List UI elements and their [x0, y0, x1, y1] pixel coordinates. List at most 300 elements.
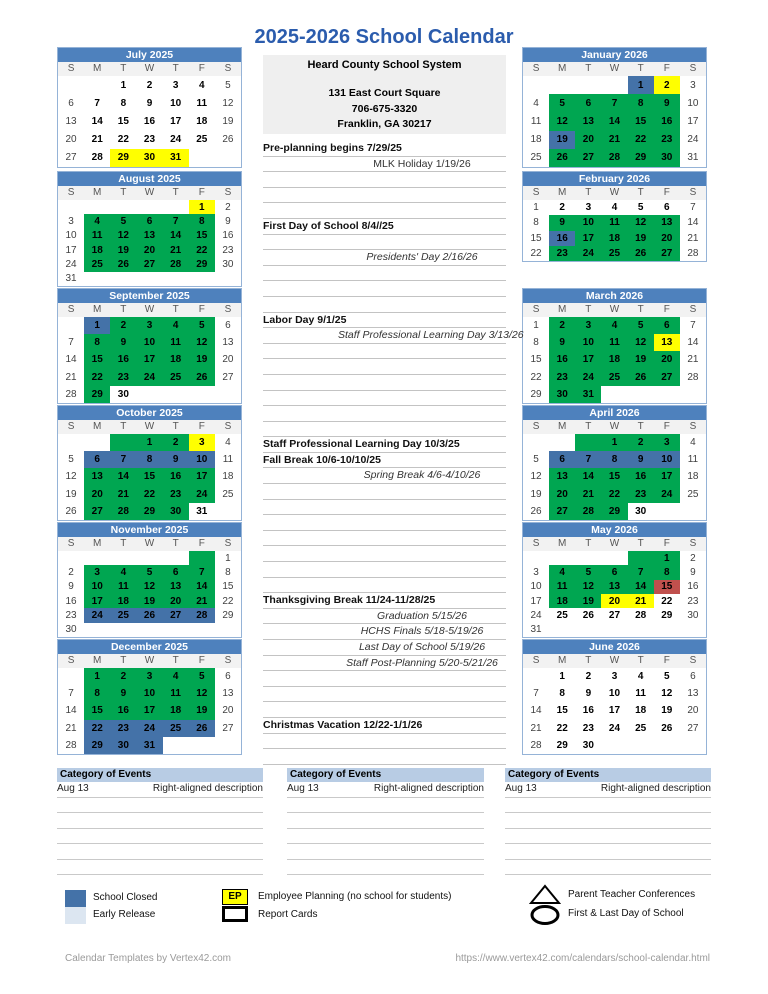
day-cell: 27: [163, 608, 189, 622]
day-cell: 28: [91, 152, 103, 164]
day-cell: [601, 76, 627, 94]
day-cell: 4: [110, 565, 136, 579]
day-cell: 28: [530, 739, 542, 751]
month-october-2025: [57, 405, 242, 521]
day-cell: 13: [601, 580, 627, 594]
week-row: [58, 229, 241, 243]
day-cell: [58, 200, 84, 214]
day-cell: 10: [654, 451, 680, 468]
day-cell: 20: [84, 486, 110, 503]
week-row: [58, 668, 241, 685]
day-cell: 4: [601, 317, 627, 334]
month-column-right: [522, 0, 707, 770]
day-cell: 4: [84, 214, 110, 228]
day-cell: 9: [585, 688, 592, 700]
day-cell: 20: [654, 231, 680, 246]
day-cell: 21: [601, 131, 627, 149]
legend-employee-planning-label: Employee Planning (no school for students): [258, 891, 452, 902]
day-cell: 9: [68, 581, 74, 593]
day-cell: 11: [222, 454, 234, 466]
footer-url-link[interactable]: https://www.vertex42.com/calendars/school-calendar.html: [455, 953, 710, 964]
day-cell: 2: [225, 201, 231, 213]
day-cell: 8: [628, 94, 654, 112]
day-cell: 5: [628, 317, 654, 334]
day-cell: 3: [189, 434, 215, 451]
day-cell: 6: [654, 317, 680, 334]
day-name: T: [637, 187, 644, 198]
day-cell: 20: [163, 594, 189, 608]
day-cell: 13: [575, 112, 601, 130]
day-cell: 10: [530, 581, 542, 593]
day-cell: 19: [530, 488, 542, 500]
day-cell: [189, 737, 215, 754]
day-cell: 26: [661, 722, 673, 734]
week-row: [58, 334, 241, 351]
day-cell: 30: [635, 505, 647, 517]
day-cell: 20: [687, 705, 699, 717]
week-row: [523, 369, 706, 386]
day-cell: 17: [84, 594, 110, 608]
day-cell: [84, 272, 110, 286]
day-cell: 16: [654, 112, 680, 130]
day-cell: 23: [582, 722, 594, 734]
day-cell: 29: [84, 386, 110, 403]
school-name: Heard County School System: [307, 59, 462, 71]
day-cell: 20: [601, 594, 627, 608]
day-cell: 13: [654, 334, 680, 351]
week-row: [523, 386, 706, 403]
day-name: W: [609, 304, 620, 315]
footer-credit: Calendar Templates by Vertex42.com: [65, 953, 232, 964]
day-cell: 22: [136, 486, 162, 503]
day-cell: 2: [559, 202, 565, 214]
day-cell: 26: [628, 246, 654, 261]
day-cell: 15: [530, 354, 542, 366]
day-cell: 11: [530, 115, 542, 127]
day-cell: 9: [110, 685, 136, 702]
day-cell: 24: [575, 246, 601, 261]
day-cell: 27: [654, 369, 680, 386]
day-cell: 28: [687, 247, 699, 259]
day-cell: 19: [628, 351, 654, 368]
day-cell: 18: [110, 594, 136, 608]
day-cell: 5: [637, 202, 644, 214]
category-blank-row: [57, 798, 263, 814]
day-cell: 5: [189, 317, 215, 334]
day-cell: [575, 551, 601, 565]
event-row-blank: [263, 484, 506, 500]
legend-parent-teacher-label: Parent Teacher Conferences: [568, 889, 696, 900]
day-name: S: [67, 538, 75, 549]
day-cell: 20: [222, 354, 234, 366]
event-row-blank: [263, 297, 506, 313]
day-name: T: [637, 655, 644, 666]
day-cell: 23: [654, 131, 680, 149]
day-cell: 8: [533, 337, 539, 349]
day-name: T: [172, 421, 179, 432]
day-cell: [58, 317, 84, 334]
day-cell: 25: [601, 369, 627, 386]
day-cell: [189, 386, 215, 403]
day-cell: 30: [65, 624, 77, 636]
day-name: M: [558, 304, 567, 315]
day-name: W: [144, 421, 155, 432]
month-title: April 2026: [523, 406, 706, 420]
event-row-blank: [263, 235, 506, 251]
day-name: F: [198, 304, 205, 315]
category-date: Aug 13: [57, 783, 89, 794]
event-row: Labor Day 9/1/25: [263, 313, 506, 329]
day-cell: 10: [608, 688, 621, 700]
day-cell: 24: [170, 134, 182, 146]
day-name: M: [93, 421, 102, 432]
event-row: First Day of School 8/4//25: [263, 219, 506, 235]
day-cell: 25: [84, 257, 110, 271]
day-cell: 16: [549, 231, 575, 246]
day-cell: 10: [170, 97, 182, 109]
day-cell: 18: [601, 351, 627, 368]
day-name: W: [609, 421, 620, 432]
day-name: M: [558, 187, 567, 198]
day-cell: 9: [225, 215, 231, 227]
day-cell: 20: [549, 486, 575, 503]
week-row: [523, 149, 706, 167]
day-name: S: [532, 187, 540, 198]
week-row: [523, 623, 706, 637]
day-cell: 7: [533, 688, 539, 700]
day-cell: 2: [110, 317, 136, 334]
event-row-blank: [263, 391, 506, 407]
day-name: S: [67, 304, 75, 315]
day-name: T: [585, 421, 592, 432]
day-cell: [549, 551, 575, 565]
day-cell: 15: [601, 468, 627, 485]
day-cell: [163, 551, 189, 565]
day-cell: 12: [222, 97, 234, 109]
events-list: [263, 141, 524, 765]
day-cell: 11: [163, 685, 189, 702]
day-cell: 4: [163, 317, 189, 334]
event-row-blank: [263, 562, 506, 578]
event-row: Staff Professional Learning Day 3/13/26: [263, 328, 506, 344]
category-blank-row: [287, 813, 484, 829]
day-cell: 7: [94, 97, 100, 109]
day-cell: 12: [136, 580, 162, 594]
day-cell: 6: [549, 451, 575, 468]
day-name-row: [58, 537, 241, 551]
day-cell: 4: [690, 437, 696, 449]
event-row-blank: [263, 702, 506, 718]
day-cell: 3: [611, 671, 618, 683]
day-cell: 17: [65, 244, 77, 256]
day-cell: 29: [222, 609, 234, 621]
day-cell: [654, 623, 680, 637]
day-name: T: [585, 655, 592, 666]
week-row: [523, 231, 706, 246]
day-cell: [58, 434, 84, 451]
day-cell: [84, 434, 110, 451]
day-cell: 22: [84, 369, 110, 386]
day-cell: 9: [110, 334, 136, 351]
page-title: 2025-2026 School Calendar: [254, 26, 514, 48]
day-name: T: [120, 304, 127, 315]
day-cell: 28: [687, 371, 699, 383]
day-cell: 19: [575, 594, 601, 608]
event-row: Presidents' Day 2/16/26: [263, 250, 506, 266]
day-cell: [628, 737, 654, 754]
week-row: [523, 434, 706, 451]
day-name: M: [558, 421, 567, 432]
day-cell: 1: [533, 320, 539, 332]
day-cell: 28: [575, 503, 601, 520]
day-cell: [163, 272, 189, 286]
event-row-blank: [263, 406, 506, 422]
day-name: T: [172, 655, 179, 666]
day-name-row: [58, 62, 241, 76]
day-name-row: [58, 186, 241, 200]
day-cell: 11: [163, 334, 189, 351]
day-cell: 19: [189, 702, 215, 719]
day-cell: 25: [601, 246, 627, 261]
day-cell: 23: [549, 369, 575, 386]
day-cell: 21: [91, 134, 103, 146]
day-cell: 30: [222, 258, 234, 270]
day-cell: 4: [549, 565, 575, 579]
day-name: S: [532, 63, 540, 74]
day-cell: 29: [189, 257, 215, 271]
day-cell: 19: [549, 131, 575, 149]
day-cell: 3: [585, 202, 592, 214]
day-name: F: [663, 421, 670, 432]
day-cell: [84, 623, 110, 637]
day-cell: 14: [91, 115, 103, 127]
day-cell: 30: [136, 149, 162, 167]
day-cell: 22: [189, 243, 215, 257]
day-cell: 6: [136, 214, 162, 228]
week-row: [523, 76, 706, 94]
day-cell: 26: [136, 608, 162, 622]
day-cell: 25: [110, 608, 136, 622]
month-title: June 2026: [523, 640, 706, 654]
day-cell: 21: [628, 594, 654, 608]
day-cell: [136, 551, 162, 565]
day-cell: [654, 737, 680, 754]
day-cell: 25: [163, 720, 189, 737]
day-cell: 4: [533, 97, 539, 109]
day-cell: 6: [601, 565, 627, 579]
week-row: [58, 702, 241, 719]
event-row-blank: [263, 281, 506, 297]
day-cell: [84, 76, 110, 94]
category-header: Category of Events: [505, 768, 711, 782]
day-cell: 15: [136, 468, 162, 485]
day-cell: [523, 551, 549, 565]
day-cell: 23: [687, 595, 699, 607]
day-cell: 18: [530, 134, 542, 146]
day-cell: 12: [628, 334, 654, 351]
week-row: [58, 594, 241, 608]
day-cell: [523, 434, 549, 451]
month-july-2025: [57, 47, 242, 168]
week-row: [58, 608, 241, 622]
day-cell: 2: [549, 317, 575, 334]
day-cell: 19: [65, 488, 77, 500]
month-april-2026: [522, 405, 707, 521]
day-cell: 13: [654, 215, 680, 230]
month-title: March 2026: [523, 289, 706, 303]
day-name: T: [172, 63, 179, 74]
day-name: S: [689, 63, 697, 74]
day-cell: [163, 737, 189, 754]
day-cell: 10: [575, 334, 601, 351]
day-cell: 17: [654, 468, 680, 485]
day-cell: [680, 503, 706, 520]
week-row: [58, 76, 241, 94]
day-cell: 14: [163, 229, 189, 243]
day-cell: 24: [65, 258, 77, 270]
week-row: [523, 112, 706, 130]
week-row: [58, 451, 241, 468]
day-cell: 1: [189, 200, 215, 214]
event-row-blank: [263, 375, 506, 391]
day-cell: [110, 623, 136, 637]
event-row: Fall Break 10/6-10/10/25: [263, 453, 506, 469]
day-name: M: [93, 187, 102, 198]
day-cell: 16: [143, 115, 156, 127]
day-cell: 26: [222, 134, 234, 146]
day-cell: 10: [687, 97, 699, 109]
day-cell: 14: [601, 112, 627, 130]
day-cell: [215, 623, 241, 637]
day-cell: 5: [575, 565, 601, 579]
week-row: [523, 608, 706, 622]
month-february-2026: [522, 171, 707, 262]
day-cell: 28: [163, 257, 189, 271]
day-cell: 5: [549, 94, 575, 112]
week-row: [58, 685, 241, 702]
day-cell: 21: [65, 722, 77, 734]
day-name: F: [663, 63, 670, 74]
day-cell: 26: [189, 720, 215, 737]
day-cell: 10: [136, 685, 162, 702]
category-section: [57, 768, 263, 875]
day-cell: 17: [136, 351, 162, 368]
month-title: August 2025: [58, 172, 241, 186]
day-cell: 8: [601, 451, 627, 468]
day-cell: 20: [654, 351, 680, 368]
day-cell: 21: [530, 722, 542, 734]
day-cell: 11: [635, 688, 646, 700]
day-cell: 24: [575, 369, 601, 386]
day-cell: 8: [654, 565, 680, 579]
category-blank-row: [287, 829, 484, 845]
week-row: [58, 623, 241, 637]
school-city: Franklin, GA 30217: [337, 118, 432, 130]
day-cell: 8: [189, 214, 215, 228]
week-row: [523, 702, 706, 719]
day-cell: 22: [117, 134, 129, 146]
day-name: F: [198, 187, 205, 198]
day-cell: 18: [601, 231, 627, 246]
day-cell: 31: [687, 152, 699, 164]
event-row-blank: [263, 188, 506, 204]
day-name: W: [609, 187, 620, 198]
day-cell: [136, 200, 162, 214]
day-cell: [601, 551, 627, 565]
day-name: T: [172, 538, 179, 549]
day-name: W: [609, 63, 620, 74]
day-cell: 18: [163, 351, 189, 368]
day-cell: 30: [654, 149, 680, 167]
day-cell: 12: [530, 471, 542, 483]
day-cell: 13: [549, 468, 575, 485]
day-cell: 3: [654, 434, 680, 451]
category-blank-row: [57, 860, 263, 876]
category-blank-row: [57, 829, 263, 845]
day-cell: 20: [136, 243, 162, 257]
event-row-blank: [263, 500, 506, 516]
day-cell: [628, 623, 654, 637]
day-cell: 9: [654, 94, 680, 112]
day-name: S: [67, 421, 75, 432]
event-row-blank: [263, 546, 506, 562]
day-cell: [163, 623, 189, 637]
day-cell: 6: [575, 94, 601, 112]
day-cell: 21: [687, 354, 699, 366]
day-cell: 14: [687, 217, 699, 229]
week-row: [523, 351, 706, 368]
day-cell: 12: [661, 688, 673, 700]
month-title: December 2025: [58, 640, 241, 654]
category-blank-row: [505, 813, 711, 829]
event-row: Last Day of School 5/19/26: [263, 640, 506, 656]
month-june-2026: [522, 639, 707, 755]
day-cell: 3: [690, 79, 696, 91]
day-cell: 3: [172, 79, 179, 91]
day-cell: 4: [637, 671, 644, 683]
day-name: S: [224, 421, 232, 432]
day-name: M: [558, 63, 567, 74]
day-cell: 10: [136, 334, 162, 351]
day-cell: 14: [110, 468, 136, 485]
day-cell: 7: [68, 688, 74, 700]
month-november-2025: [57, 522, 242, 638]
day-name: W: [609, 655, 620, 666]
month-title: May 2026: [523, 523, 706, 537]
day-cell: 16: [222, 230, 234, 242]
day-cell: 1: [533, 202, 539, 214]
category-section: [505, 768, 711, 875]
day-name: S: [224, 538, 232, 549]
month-march-2026: [522, 288, 707, 404]
month-december-2025: [57, 639, 242, 755]
day-cell: 2: [163, 434, 189, 451]
day-cell: 6: [84, 451, 110, 468]
day-cell: 18: [635, 705, 647, 717]
day-cell: 31: [196, 505, 208, 517]
day-cell: 9: [549, 215, 575, 230]
day-cell: 24: [530, 609, 542, 621]
day-cell: [189, 272, 215, 286]
day-cell: 13: [65, 115, 77, 127]
day-name-row: [58, 420, 241, 434]
day-cell: 17: [530, 595, 542, 607]
day-cell: 13: [222, 337, 234, 349]
day-cell: 16: [163, 468, 189, 485]
day-cell: 6: [690, 671, 696, 683]
day-cell: 15: [84, 351, 110, 368]
day-name: S: [67, 655, 75, 666]
